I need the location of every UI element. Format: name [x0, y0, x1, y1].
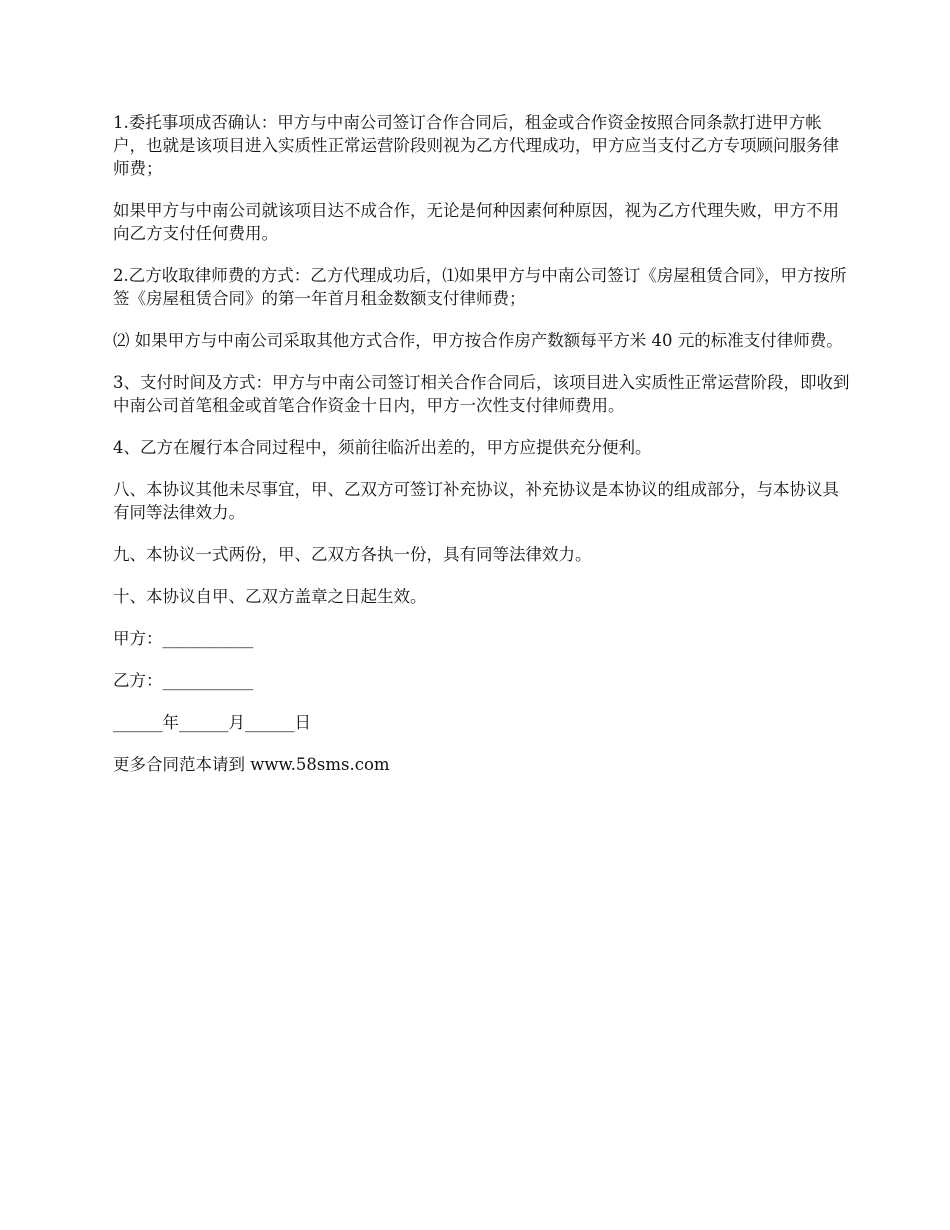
party-b-signature-line: 乙方：___________ [113, 671, 254, 690]
footer-note: 更多合同范本请到 www.58sms.com [113, 755, 390, 774]
clause-4-paragraph: 4、乙方在履行本合同过程中，须前往临沂出差的，甲方应提供充分便利。 [113, 438, 652, 457]
article-10-paragraph: 十、本协议自甲、乙双方盖章之日起生效。 [113, 587, 427, 606]
article-8-paragraph: 八、本协议其他未尽事宜，甲、乙双方可签订补充协议，补充协议是本协议的组成部分，与本协议具有同等法律效力。 [113, 480, 839, 522]
clause-2-paragraph: 2.乙方收取律师费的方式：乙方代理成功后，⑴如果甲方与中南公司签订《房屋租赁合同》，甲方按所签《房屋租赁合同》的第一年首月租金数额支付律师费； [113, 266, 847, 308]
party-a-signature-line: 甲方：___________ [113, 629, 254, 648]
clause-1-failure-paragraph: 如果甲方与中南公司就该项目达不成合作，无论是何种因素何种原因，视为乙方代理失败，甲方不用向乙方支付任何费用。 [113, 201, 839, 243]
clause-2-option-2-paragraph: ⑵ 如果甲方与中南公司采取其他方式合作，甲方按合作房产数额每平方米 40 元的标准支付律师费。 [113, 331, 843, 350]
clause-3-paragraph: 3、支付时间及方式：甲方与中南公司签订相关合作合同后，该项目进入实质性正常运营阶段，即收到中南公司首笔租金或首笔合作资金十日内，甲方一次性支付律师费用。 [113, 373, 850, 415]
date-line: ______年______月______日 [113, 713, 311, 732]
article-9-paragraph: 九、本协议一式两份，甲、乙双方各执一份，具有同等法律效力。 [113, 545, 592, 564]
document-body [113, 111, 853, 795]
clause-1-paragraph: 1.委托事项成否确认：甲方与中南公司签订合作合同后，租金或合作资金按照合同条款打进甲方帐户，也就是该项目进入实质性正常运营阶段则视为乙方代理成功，甲方应当支付乙方专项顾问服务律师费； [113, 113, 839, 178]
